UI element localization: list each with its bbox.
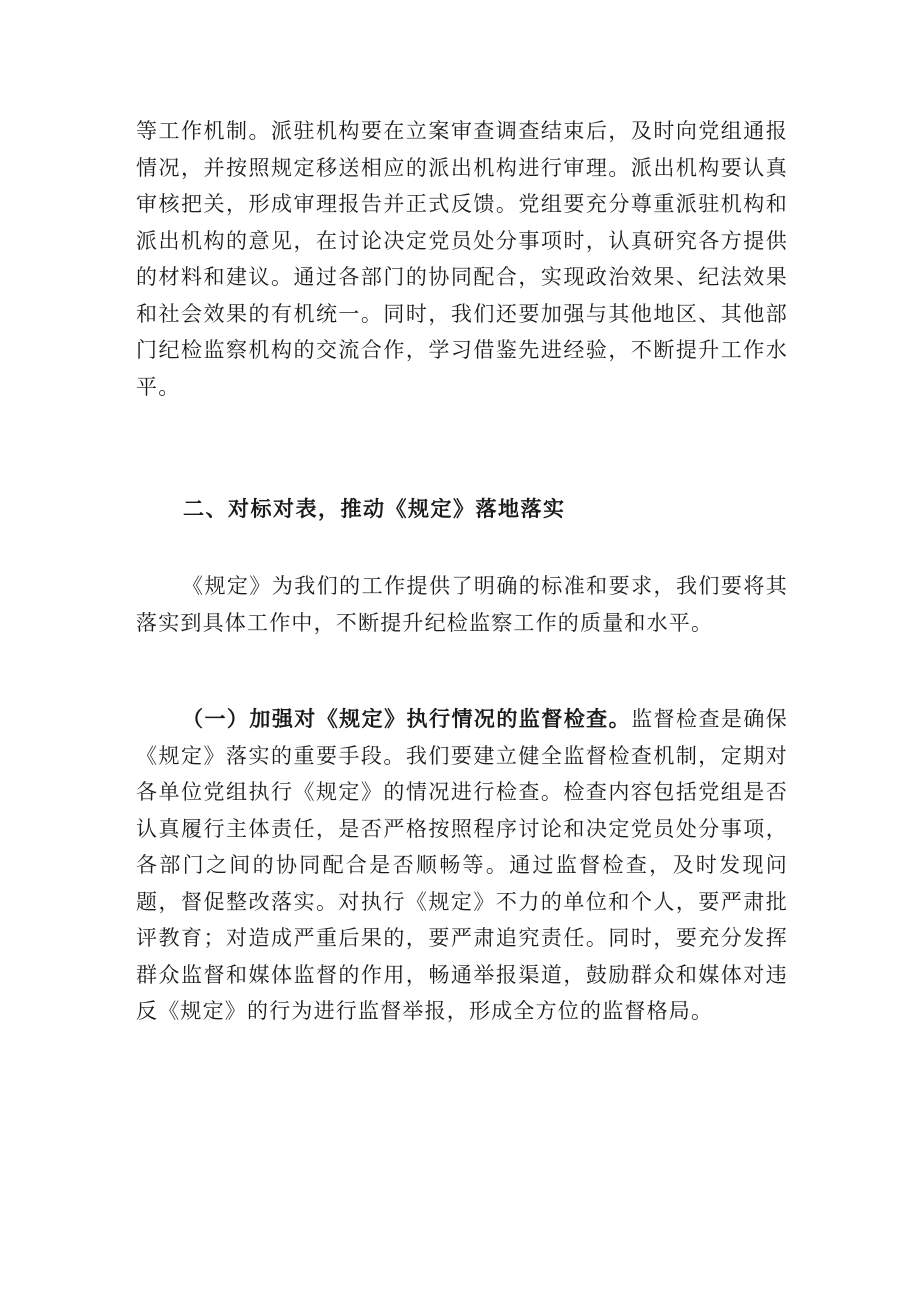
section-heading: 二、对标对表，推动《规定》落地落实 bbox=[183, 497, 566, 521]
paragraph-intro: 《规定》为我们的工作提供了明确的标准和要求，我们要将其落实到具体工作中，不断提升纪检监察工作的质量和水平。 bbox=[136, 574, 788, 635]
subsection-title: （一）加强对《规定》执行情况的监督检查。 bbox=[182, 707, 632, 731]
paragraph-continuation: 等工作机制。派驻机构要在立案审查调查结束后，及时向党组通报情况，并按照规定移送相应的派出机构进行审理。派出机构要认真审核把关，形成审理报告并正式反馈。党组要充分尊重派驻机构和派出机构的意见，在讨论决定党员处分事项时，认真研究各方提供的材料和建议。通过各部门的协同配合，实现政治效果、纪法效果和社会效果的有机统一。同时，我们还要加强与其他地区、其他部门纪检监察机构的交流合作，学习借鉴先进经验，不断提升工作水平。 bbox=[136, 119, 788, 399]
paragraph-supervision bbox=[136, 701, 788, 1030]
subsection-body: 监督检查是确保《规定》落实的重要手段。我们要建立健全监督检查机制，定期对各单位党组执行《规定》的情况进行检查。检查内容包括党组是否认真履行主体责任，是否严格按照程序讨论和决定党员处分事项，各部门之间的协同配合是否顺畅等。通过监督检查，及时发现问题，督促整改落实。对执行《规定》不力的单位和个人，要严肃批评教育；对造成严重后果的，要严肃追究责任。同时，要充分发挥群众监督和媒体监督的作用，畅通举报渠道，鼓励群众和媒体对违反《规定》的行为进行监督举报，形成全方位的监督格局。 bbox=[136, 707, 788, 1023]
